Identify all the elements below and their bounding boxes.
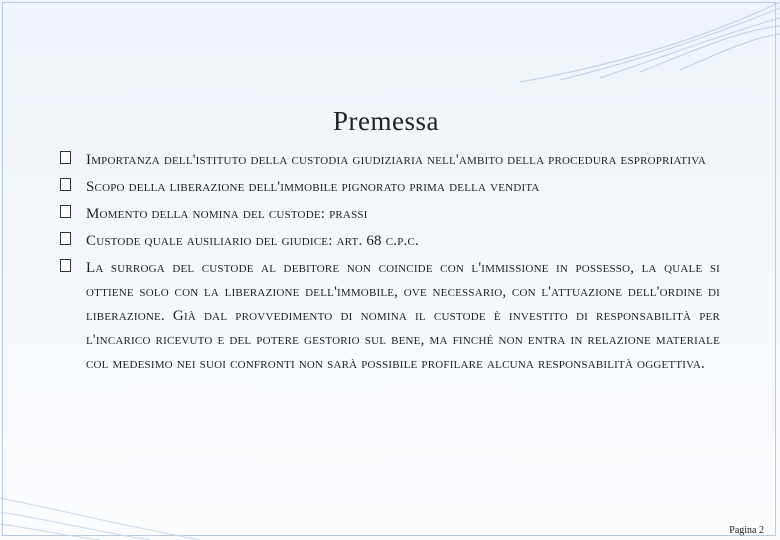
slide-title: [333, 106, 439, 137]
bullet-item: [60, 148, 720, 173]
square-bullet-icon: [60, 178, 71, 191]
bullet-text: Momento della nomina del custode: prassi: [86, 206, 368, 222]
bullet-item: [60, 229, 720, 254]
bullet-text: Importanza dell'istituto della custodia giudiziaria nell'ambito della procedura espropriativa: [86, 152, 707, 168]
bullet-list: [60, 148, 720, 376]
square-bullet-icon: [60, 232, 71, 245]
bullet-text: Scopo della liberazione dell'immobile pignorato prima della vendita: [86, 179, 540, 195]
bullet-text: La surroga del custode al debitore non coincide con l'immissione in possesso, la quale si ottiene solo con la liberazione dell'immobile, ove necessario, con l'attuazione dell'ordine di liberazione. Già dal provvedimento di nomina il custode è investito di responsabilità per l'incarico ricevuto e del potere gestorio sul bene, ma finché non entra in relazione materiale col medesimo nei suoi confronti non sarà possibile profilare alcuna responsabilità oggettiva.: [86, 260, 720, 372]
slide-title-text: Premessa: [333, 106, 439, 136]
bullet-item: [60, 256, 720, 376]
bullet-item: [60, 202, 720, 227]
square-bullet-icon: [60, 259, 71, 272]
bullet-text: Custode quale ausiliario del giudice: art. 68 c.p.c.: [86, 233, 419, 249]
square-bullet-icon: [60, 205, 71, 218]
square-bullet-icon: [60, 151, 71, 164]
bullet-item: [60, 175, 720, 200]
page-number: Pagina 2: [729, 525, 764, 536]
